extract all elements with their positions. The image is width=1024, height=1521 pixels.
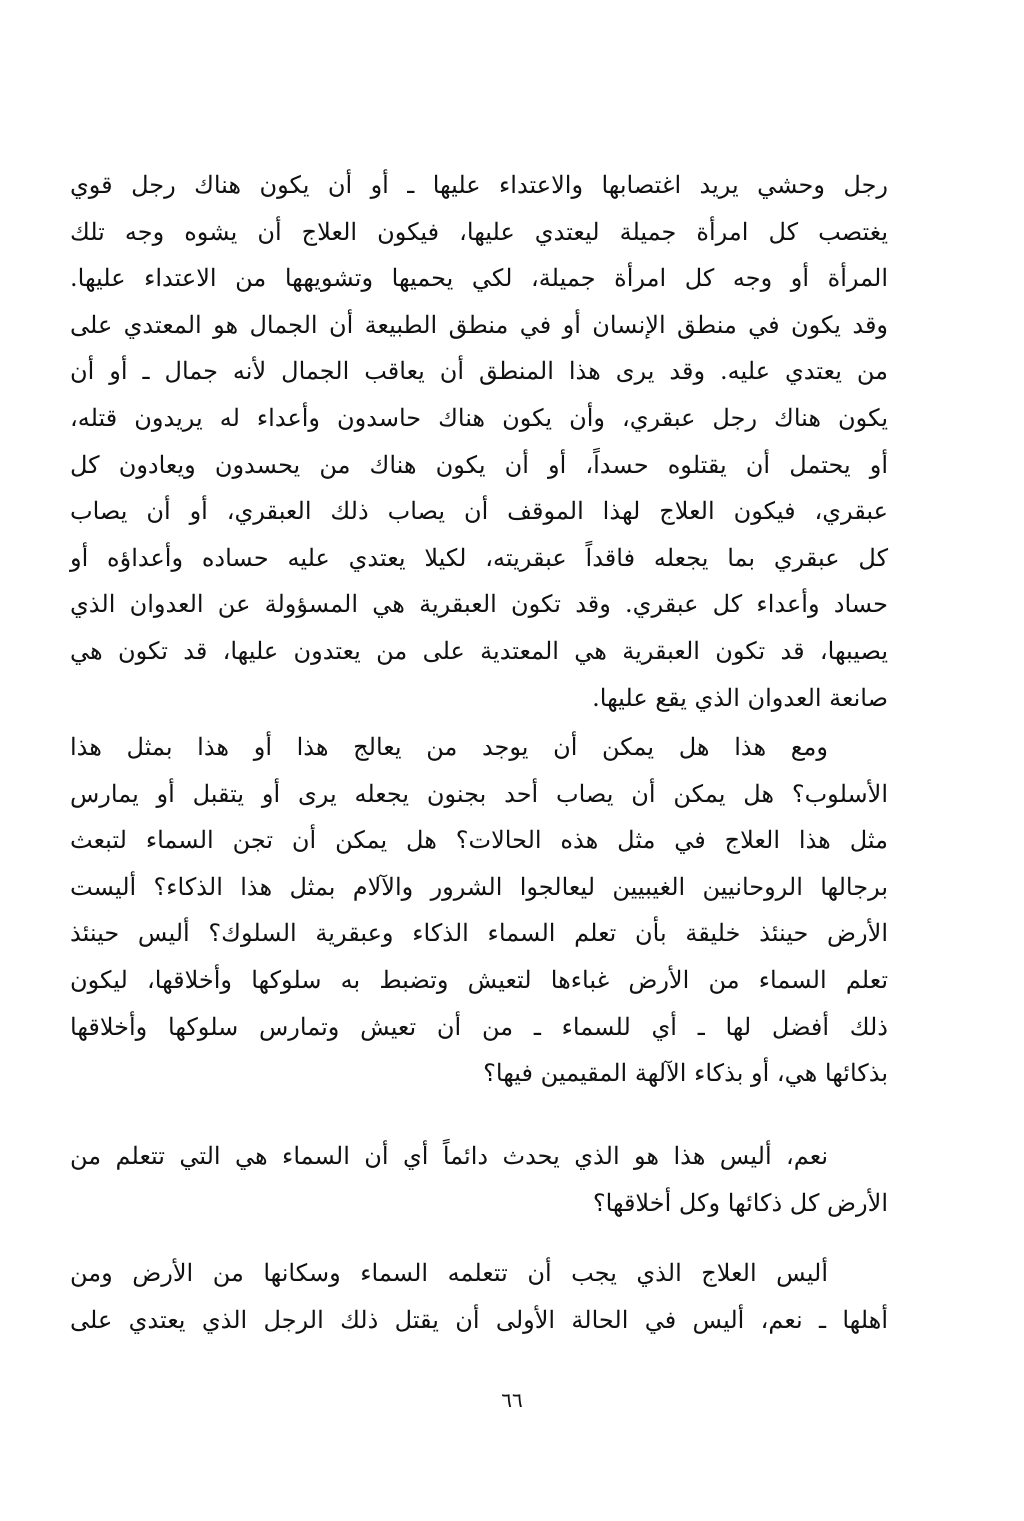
text-line: وقد يكون في منطق الإنسان أو في منطق الطبيعة أن الجمال هو المعتدي على (70, 310, 888, 339)
text-line: بذكائها هي، أو بذكاء الآلهة المقيمين فيها؟ (483, 1059, 888, 1088)
paragraph-4 (70, 1250, 888, 1343)
text-line: المرأة أو وجه كل امرأة جميلة، لكي يحميها وتشويهها من الاعتداء عليها. (70, 264, 888, 293)
text-line: ذلك أفضل لها ـ أي للسماء ـ من أن تعيش وتمارس سلوكها وأخلاقها (70, 1012, 888, 1041)
text-line: يصيبها، قد تكون العبقرية هي المعتدية على من يعتدون عليها، قد تكون هي (70, 636, 888, 665)
text-line: مثل هذا العلاج في مثل هذه الحالات؟ هل يمكن أن تجن السماء لتبعث (70, 826, 888, 855)
page-number: ٦٦ (501, 1388, 523, 1412)
text-line: عبقري، فيكون العلاج لهذا الموقف أن يصاب ذلك العبقري، أو أن يصاب (70, 497, 888, 526)
paragraph-1 (70, 162, 888, 721)
text-line: نعم، أليس هذا هو الذي يحدث دائماً أي أن السماء هي التي تتعلم من (70, 1142, 829, 1170)
text-line: رجل وحشي يريد اغتصابها والاعتداء عليها ـ أو أن يكون هناك رجل قوي (70, 171, 888, 199)
text-line: كل عبقري بما يجعله فاقداً عبقريته، لكيلا يعتدي عليه حساده وأعداؤه أو (70, 543, 888, 572)
text-line: حساد وأعداء كل عبقري. وقد تكون العبقرية هي المسؤولة عن العدوان الذي (70, 590, 888, 619)
text-line: الأسلوب؟ هل يمكن أن يصاب أحد بجنون يجعله يرى أو يتقبل أو يمارس (70, 779, 888, 808)
paragraph-2 (70, 724, 888, 1097)
paragraph-3 (70, 1133, 888, 1226)
text-line: أهلها ـ نعم، أليس في الحالة الأولى أن يقتل ذلك الرجل الذي يعتدي على (70, 1305, 888, 1334)
text-line: تعلم السماء من الأرض غباءها لتعيش وتضبط به سلوكها وأخلاقها، ليكون (70, 965, 888, 994)
text-line: يكون هناك رجل عبقري، وأن يكون هناك حاسدون وأعداء له يريدون قتله، (70, 403, 888, 432)
text-line: الأرض كل ذكائها وكل أخلاقها؟ (592, 1188, 888, 1217)
text-line: أليس العلاج الذي يجب أن تتعلمه السماء وسكانها من الأرض ومن (70, 1259, 829, 1287)
text-line: الأرض حينئذ خليقة بأن تعلم السماء الذكاء وعبقرية السلوك؟ أليس حينئذ (70, 919, 889, 948)
text-line: صانعة العدوان الذي يقع عليها. (592, 683, 888, 712)
text-line: برجالها الروحانيين الغيبيين ليعالجوا الشرور والآلام بمثل هذا الذكاء؟ أليست (70, 872, 888, 901)
text-line: ومع هذا هل يمكن أن يوجد من يعالج هذا أو هذا بمثل هذا (70, 733, 828, 761)
text-line: أو يحتمل أن يقتلوه حسداً، أو أن يكون هناك من يحسدون ويعادون كل (70, 450, 888, 479)
text-line: يغتصب كل امرأة جميلة ليعتدي عليها، فيكون العلاج أن يشوه وجه تلك (70, 217, 889, 246)
text-line: من يعتدي عليه. وقد يرى هذا المنطق أن يعاقب الجمال لأنه جمال ـ أو أن (70, 357, 888, 386)
